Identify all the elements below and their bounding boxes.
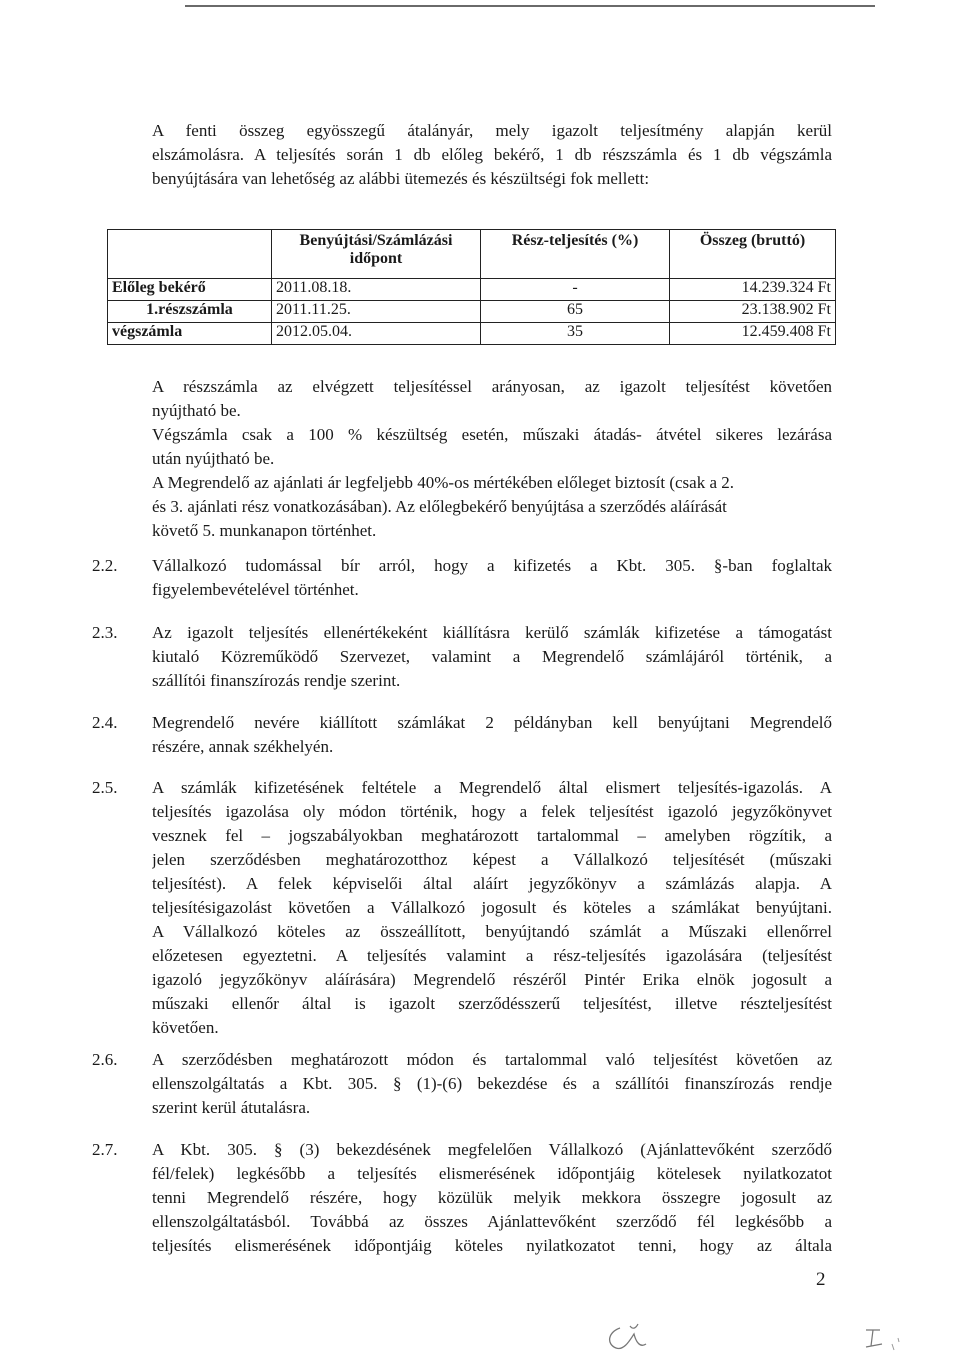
row-label: Előleg bekérő xyxy=(108,279,272,301)
section-line: részére, annak székhelyén. xyxy=(152,737,334,756)
row-date: 2012.05.04. xyxy=(272,323,481,345)
section-2-7-text xyxy=(152,1138,832,1258)
notes-line: követő 5. munkanapon történhet. xyxy=(152,521,377,540)
section-line: teljesítésigazolást követően a Vállalkozó jogosult és köteles a számlákat benyújtani. xyxy=(152,898,832,917)
page-number: 2 xyxy=(816,1269,826,1290)
section-line: Vállalkozó tudomással bír arról, hogy a kifizetés a Kbt. 305. §-ban foglaltak xyxy=(152,556,832,575)
section-line: követően. xyxy=(152,1018,219,1037)
row-percent: 35 xyxy=(481,323,670,345)
section-line: kiutaló Közreműködő Szervezet, valamint a Megrendelő számlájáról történik, a xyxy=(152,647,832,666)
section-number: 2.2. xyxy=(92,556,118,575)
section-number: 2.5. xyxy=(92,778,118,797)
table-row xyxy=(108,323,836,345)
table-header-empty xyxy=(108,230,272,279)
notes-line: A Megrendelő az ajánlati ár legfeljebb 40%-os mértékében előleget biztosít (csak a 2. xyxy=(152,473,735,492)
section-line: vesznek fel – jogszabályokban meghatározott tartalommal – amelyben rögzítik, a xyxy=(152,826,832,845)
table-row xyxy=(108,301,836,323)
section-number: 2.6. xyxy=(92,1050,118,1069)
table-header-percent: Rész-teljesítés (%) xyxy=(481,230,670,279)
billing-schedule-table xyxy=(107,229,836,345)
section-line: műszaki ellenőr által is igazolt szerződésszerű teljesítést, illetve részteljesítést xyxy=(152,994,832,1013)
handwritten-initial-mark-2 xyxy=(858,1320,908,1354)
table-row xyxy=(108,279,836,301)
section-line: szerint kerül átutalásra. xyxy=(152,1098,311,1117)
section-2-2-text xyxy=(152,554,832,602)
section-number: 2.3. xyxy=(92,623,118,642)
handwritten-initial-mark xyxy=(600,1318,660,1354)
notes-line: után nyújtható be. xyxy=(152,449,275,468)
intro-line: elszámolásra. A teljesítés során 1 db előleg bekérő, 1 db részszámla és 1 db végszámla xyxy=(152,145,832,164)
section-line: A szerződésben meghatározott módon és tartalommal való teljesítést követően az xyxy=(152,1050,832,1069)
notes-line: nyújtható be. xyxy=(152,401,241,420)
row-amount: 23.138.902 Ft xyxy=(670,301,836,323)
table-header-amount: Összeg (bruttó) xyxy=(670,230,836,279)
section-2-3-text xyxy=(152,621,832,693)
section-line: teljesítés elismerésének időpontjáig köteles nyilatkozatot tenni, hogy az általa xyxy=(152,1236,832,1255)
intro-line: benyújtására van lehetőség az alábbi ütemezés és készültségi fok mellett: xyxy=(152,169,650,188)
section-2-4-text xyxy=(152,711,832,759)
intro-paragraph xyxy=(152,119,832,191)
row-label: 1.részszámla xyxy=(108,301,272,323)
section-line: előzetesen egyeztetni. A teljesítés valamint a rész-teljesítés igazolására (teljesítést xyxy=(152,946,832,965)
section-number: 2.4. xyxy=(92,713,118,732)
row-label: végszámla xyxy=(108,323,272,345)
section-line: A számlák kifizetésének feltétele a Megrendelő által elismert teljesítés-igazolás. A xyxy=(152,778,832,797)
section-line: ellenszolgáltatás a Kbt. 305. § (1)-(6) bekezdése és a szállítói finanszírozás rendje xyxy=(152,1074,832,1093)
section-line: A Vállalkozó köteles az összeállított, benyújtandó számlát a Műszaki ellenőrrel xyxy=(152,922,832,941)
section-line: figyelembevételével történhet. xyxy=(152,580,359,599)
intro-line: A fenti összeg egyösszegű átalányár, mely igazolt teljesítmény alapján kerül xyxy=(152,121,832,140)
table-header-row xyxy=(108,230,836,279)
row-amount: 12.459.408 Ft xyxy=(670,323,836,345)
section-line: teljesítést). A felek képviselői által aláírt jegyzőkönyv a számlázás alapja. A xyxy=(152,874,832,893)
notes-line: Végszámla csak a 100 % készültség esetén, műszaki átadás- átvétel sikeres lezárása xyxy=(152,425,832,444)
section-line: szállítói finanszírozás rendje szerint. xyxy=(152,671,401,690)
section-line: jelen szerződésben meghatározotthoz képest a Vállalkozó teljesítését (műszaki xyxy=(152,850,832,869)
row-percent: - xyxy=(481,279,670,301)
scan-edge-line xyxy=(185,5,875,7)
notes-paragraph xyxy=(152,375,832,543)
row-date: 2011.08.18. xyxy=(272,279,481,301)
section-line: ellenszolgáltatásból. Továbbá az összes Ajánlattevőként szerződő fél legkésőbb a xyxy=(152,1212,832,1231)
section-line: fél/felek) legkésőbb a teljesítés elismerésének időpontjáig kötelesek nyilatkozatot xyxy=(152,1164,832,1183)
row-date: 2011.11.25. xyxy=(272,301,481,323)
section-number: 2.7. xyxy=(92,1140,118,1159)
row-amount: 14.239.324 Ft xyxy=(670,279,836,301)
section-line: teljesítés igazolása oly módon történik, hogy a felek teljesítést igazoló jegyzőkönyvet xyxy=(152,802,832,821)
notes-line: és 3. ajánlati rész vonatkozásában). Az előlegbekérő benyújtása a szerződés aláírását xyxy=(152,497,727,516)
section-2-6-text xyxy=(152,1048,832,1120)
section-line: igazoló jegyzőkönyv aláírására) Megrendelő részéről Pintér Erika elnök jogosult a xyxy=(152,970,832,989)
table-header-date: Benyújtási/Számlázási időpont xyxy=(272,230,481,279)
section-line: A Kbt. 305. § (3) bekezdésének megfelelően Vállalkozó (Ajánlattevőként szerződő xyxy=(152,1140,832,1159)
section-line: tenni Megrendelő részére, hogy közülük melyik mekkora összegre jogosult az xyxy=(152,1188,832,1207)
section-2-5-text xyxy=(152,776,832,1040)
section-line: Megrendelő nevére kiállított számlákat 2 példányban kell benyújtani Megrendelő xyxy=(152,713,832,732)
row-percent: 65 xyxy=(481,301,670,323)
notes-line: A részszámla az elvégzett teljesítéssel arányosan, az igazolt teljesítést követően xyxy=(152,377,832,396)
section-line: Az igazolt teljesítés ellenértékeként kiállításra kerülő számlák kifizetése a támogatást xyxy=(152,623,832,642)
